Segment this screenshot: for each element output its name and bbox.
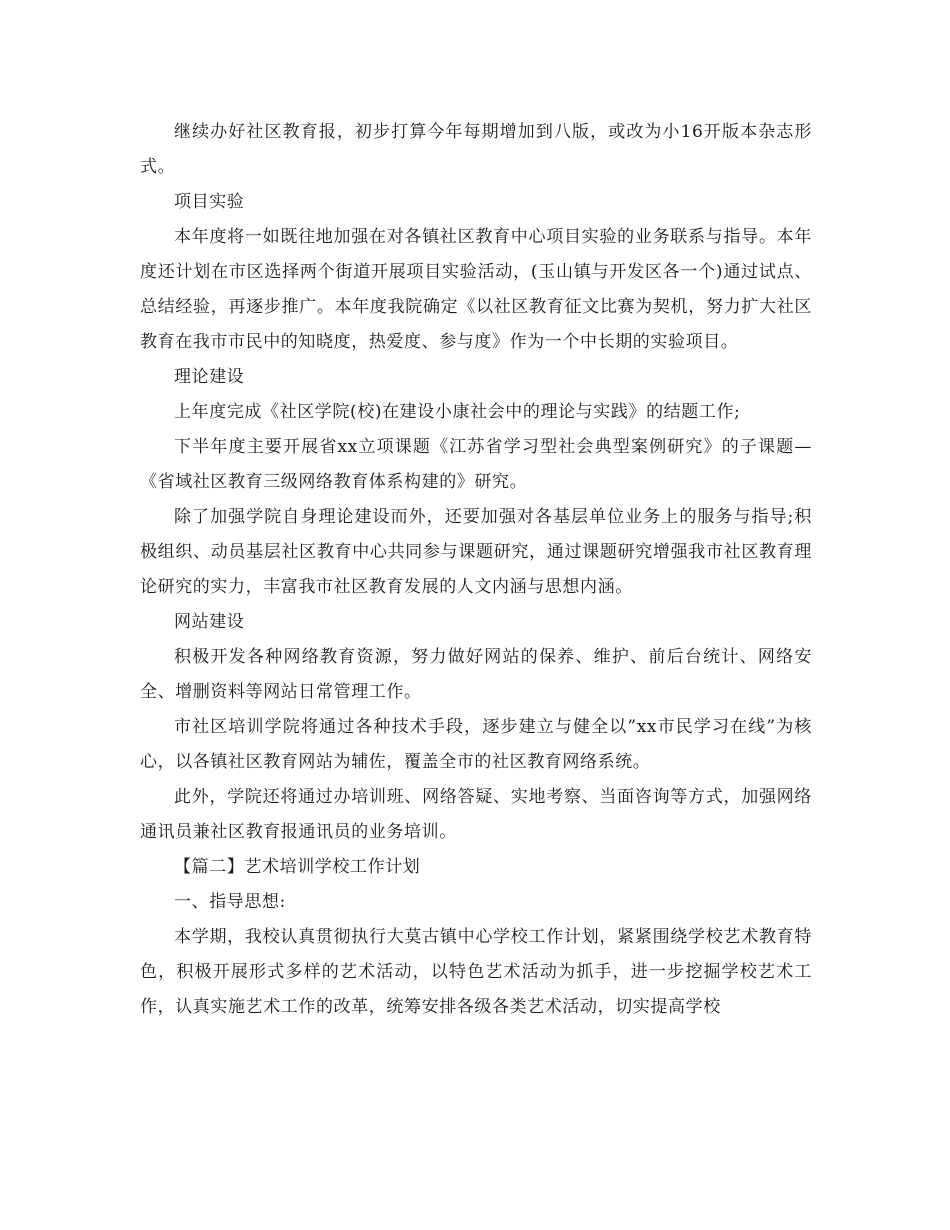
paragraph-second-half-research: 下半年度主要开展省xx立项课题《江苏省学习型社会典型案例研究》的子课题—《省域社区教育三级网络教育体系构建的》研究。 [140,437,812,492]
paragraph-project-experiment: 本年度将一如既往地加强在对各镇社区教育中心项目实验的业务联系与指导。本年度还计划在市区选择两个街道开展项目实验活动，(玉山镇与开发区各一个)通过试点、总结经验，再逐步推广。本年度我院确定《以社区教育征文比赛为契机，努力扩大社区教育在我市市民中的知晓度，热爱度、参与度》作为一个中长期的实验项目。 [140,227,812,352]
heading-theory-building: 理论建设 [174,367,245,387]
heading-guiding-ideology: 一、指导思想: [174,892,286,912]
paragraph-last-year-theory: 上年度完成《社区学院(校)在建设小康社会中的理论与实践》的结题工作; [174,402,741,422]
paragraph-website-resources: 积极开发各种网络教育资源，努力做好网站的保养、维护、前后台统计、网络安全、增删资料等网站日常管理工作。 [140,647,812,702]
heading-website-building: 网站建设 [174,612,245,632]
paragraph-guidance-service: 除了加强学院自身理论建设而外，还要加强对各基层单位业务上的服务与指导;积极组织、动员基层社区教育中心共同参与课题研究，通过课题研究增强我市社区教育理论研究的实力，丰富我市社区教育发展的人文内涵与思想内涵。 [140,507,812,597]
document-body [140,115,812,1025]
heading-project-experiment: 项目实验 [174,192,245,212]
heading-part-two: 【篇二】艺术培训学校工作计划 [174,857,421,877]
paragraph-network-system: 市社区培训学院将通过各种技术手段，逐步建立与健全以”xx市民学习在线”为核心，以各镇社区教育网站为辅佐，覆盖全市的社区教育网络系统。 [140,717,812,772]
paragraph-newspaper: 继续办好社区教育报，初步打算今年每期增加到八版，或改为小16开版本杂志形式。 [140,122,812,177]
paragraph-semester-plan: 本学期，我校认真贯彻执行大莫古镇中心学校工作计划，紧紧围绕学校艺术教育特色，积极开展形式多样的艺术活动，以特色艺术活动为抓手，进一步挖掘学校艺术工作，认真实施艺术工作的改革，统筹安排各级各类艺术活动，切实提高学校 [140,927,812,1017]
paragraph-correspondent-training: 此外，学院还将通过办培训班、网络答疑、实地考察、当面咨询等方式，加强网络通讯员兼社区教育报通讯员的业务培训。 [140,787,812,842]
